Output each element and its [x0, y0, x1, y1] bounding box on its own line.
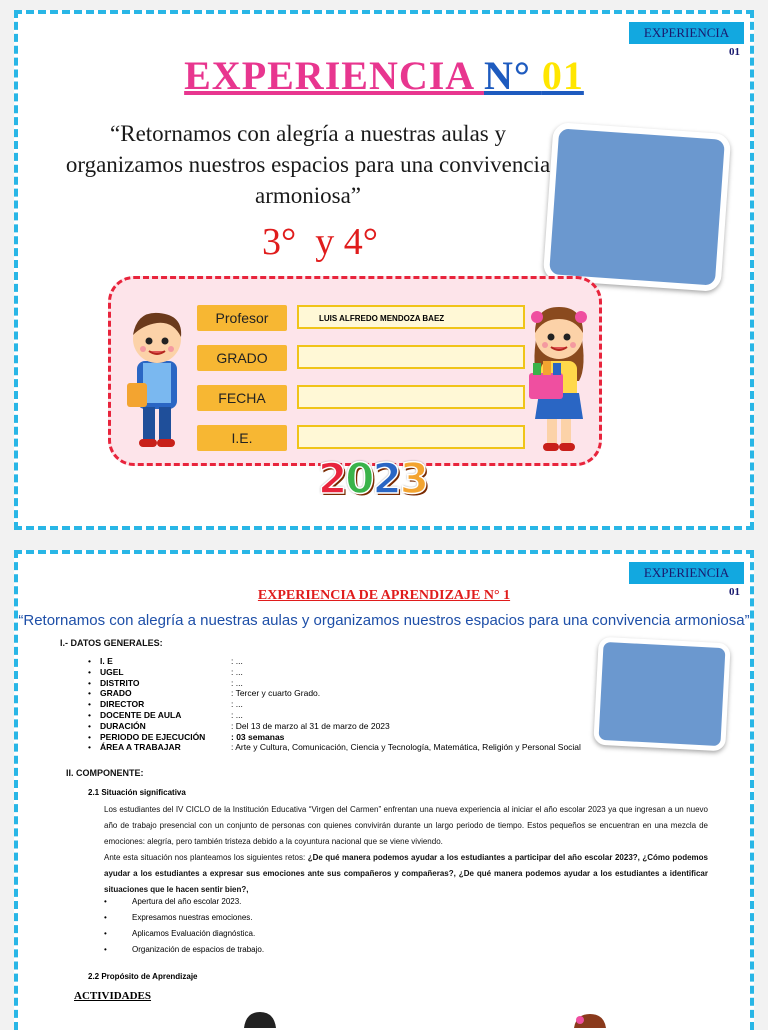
componente-heading: II. COMPONENTE: [66, 768, 144, 778]
cover-title-number: 01 [541, 53, 584, 98]
experience-tag: EXPERIENCIA [629, 22, 744, 44]
year-digit: 2 [372, 454, 400, 503]
step-text: Organización de espacios de trabajo. [132, 945, 265, 954]
datos-key: DISTRITO [100, 677, 140, 688]
step-bullet: • [104, 929, 107, 938]
year-digit: 2 [318, 454, 346, 503]
step-bullet: • [104, 897, 107, 906]
year-digit: 0 [345, 454, 373, 503]
list-item [104, 910, 264, 926]
field-value-fecha[interactable] [297, 385, 525, 409]
field-label-fecha: FECHA [197, 385, 287, 411]
situacion-paragraph: Los estudiantes del IV CICLO de la Institución Educativa “Virgen del Carmen” enfrentan una nueva experiencia al iniciar el año escolar 2023 ya que ingresan a un nuevo año de trabajo presencial con un conjunto de personas con quienes convivirán durante un largo periodo de tiempo. Estos pequeños se encuentran en una mezcla de emociones: alegría, pero también tristeza debido a la coyuntura nacional que se viene viviendo. [104, 805, 708, 846]
datos-value: : ... [231, 699, 243, 710]
datos-key: DOCENTE DE AULA [100, 709, 182, 720]
datos-value: : 03 semanas [231, 731, 285, 742]
datos-value: : ... [231, 656, 243, 666]
retos-questions: ¿De qué manera podemos ayudar a los estudiantes a participar del año escolar 2023?, ¿Cómo podemos ayudar a los estudiantes a expresar sus emociones ante sus compañeros y compañeras?, ¿De qué manera podemos ayudar a los estudiantes a identificar situaciones que le hacen sentir bien?, [104, 853, 708, 894]
datos-key: I. E [100, 656, 113, 666]
datos-value: : ... [231, 677, 243, 688]
list-item [104, 942, 264, 958]
grade-levels: 3° y 4° [262, 221, 378, 263]
document-title: EXPERIENCIA DE APRENDIZAJE N° 1 [257, 588, 511, 603]
list-item [104, 926, 264, 942]
experience-tag: EXPERIENCIA [629, 562, 744, 584]
field-value-ie[interactable] [297, 425, 525, 449]
year-digit: 3 [399, 454, 427, 503]
experience-tag-number: 01 [729, 586, 740, 598]
document-quote: “Retornamos con alegría a nuestras aulas y organizamos nuestros espacios para una convivencia armoniosa” [18, 612, 750, 629]
datos-value: : ... [231, 666, 243, 677]
teacher-info-card [108, 276, 602, 466]
cover-title-symbol: N° [483, 53, 542, 98]
datos-value: : Del 13 de marzo al 31 de marzo de 2023 [231, 720, 390, 731]
step-bullet: • [104, 913, 107, 922]
boy-student-illustration [123, 309, 193, 457]
datos-key: DURACIÓN [100, 720, 146, 731]
retos-paragraph [104, 850, 708, 897]
cover-title-word: EXPERIENCIA [184, 53, 484, 98]
steps-list [104, 894, 264, 958]
year-2023-badge [318, 454, 427, 503]
datos-generales-heading: I.- DATOS GENERALES: [60, 638, 163, 648]
step-bullet: • [104, 945, 107, 954]
field-value-profesor[interactable]: LUIS ALFREDO MENDOZA BAEZ [297, 305, 525, 329]
datos-key: ÁREA A TRABAJAR [100, 742, 181, 753]
list-item [104, 894, 264, 910]
datos-value: : Arte y Cultura, Comunicación, Ciencia y Tecnología, Matemática, Religión y Personal Social [231, 742, 581, 753]
step-text: Expresamos nuestras emociones. [132, 913, 253, 922]
situacion-heading: 2.1 Situación significativa [88, 788, 186, 797]
girl-student-illustration [523, 297, 595, 457]
field-label-grado: GRADO [197, 345, 287, 371]
datos-key: UGEL [100, 666, 124, 677]
cover-page [14, 10, 754, 530]
photo-placeholder [593, 637, 730, 752]
field-label-ie: I.E. [197, 425, 287, 451]
actividades-heading: ACTIVIDADES [74, 990, 152, 1002]
cover-quote: “Retornamos con alegría a nuestras aulas y organizamos nuestros espacios para una convivencia armoniosa” [65, 121, 551, 208]
experience-tag-number: 01 [729, 46, 740, 58]
document-page: EXPERIENCIA 01 EXPERIENCIA DE APRENDIZAJE N° 1 “Retornamos con alegría a nuestras aulas y organizamos nuestros espacios para una convivencia armoniosa” I.- DATOS GENERALES: • I. E : ... • UGEL : ... • DISTRITO : ... • GRADO : Tercer y cuarto Grado. • DIRECTOR : ... • DOCENTE DE AULA : ... • DURACIÓN : Del 13 de marzo al 31 de marzo de 2023 • PERIODO DE EJECUCIÓN : 03 semanas • ÁREA A TRABAJAR : Arte y Cultura, Comunicación, Ciencia y Tecnología, Matemática, Religión y Personal Social II. COMPONENTE: 2.1 Situación significativa Los estudiantes del IV CICLO de la Institución Educativa “Virgen del Carmen” enfrentan una nueva experiencia al iniciar el año escolar 2023 ya que ingresan a un nuevo año de trabajo presencial con un conjunto de personas con quienes convivirán durante un largo periodo de tiempo. Estos pequeños se encuentran en una mezcla de emociones: alegría, pero también tristeza debido a la coyuntura nacional que se viene viviendo. Ante esta situación nos planteamos los siguientes retos: ¿De qué manera podemos ayudar a los estudiantes a participar del año escolar 2023?, ¿Cómo podemos ayudar a los estudiantes a expresar sus emociones ante sus compañeros y compañeras?, ¿De qué manera podemos ayudar a los estudiantes a identificar situaciones que le hacen sentir bien?, • Apertura del año escolar 2023. • Expresamos nuestras emociones. • Aplicamos Evaluación diagnóstica. • Organización de espacios de trabajo. 2.2 Propósito de Aprendizaje ACTIVIDADES [14, 550, 754, 1030]
proposito-heading: 2.2 Propósito de Aprendizaje [88, 972, 198, 981]
field-label-profesor: Profesor [197, 305, 287, 331]
cover-title [18, 52, 750, 99]
step-text: Apertura del año escolar 2023. [132, 897, 242, 906]
datos-key: GRADO [100, 688, 132, 699]
datos-key: DIRECTOR [100, 699, 145, 710]
datos-key: PERIODO DE EJECUCIÓN [100, 731, 206, 742]
photo-placeholder [543, 122, 732, 292]
student-head-illustration [572, 1014, 608, 1028]
field-value-grado[interactable] [297, 345, 525, 369]
step-text: Aplicamos Evaluación diagnóstica. [132, 929, 256, 938]
retos-intro: Ante esta situación nos planteamos los siguientes retos: [104, 853, 308, 862]
student-head-illustration [242, 1012, 278, 1028]
datos-value: : Tercer y cuarto Grado. [231, 688, 321, 699]
datos-value: : ... [231, 709, 243, 720]
